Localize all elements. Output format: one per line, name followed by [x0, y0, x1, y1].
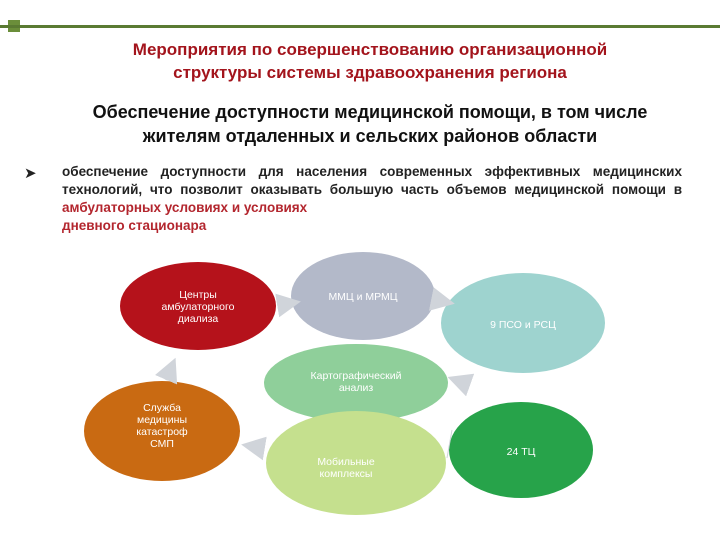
bullet-tail: дневного стационара: [62, 218, 207, 233]
bullet-lead: обеспечение доступности для населения современных эффективных медицинских технологий, что позволит оказывать большую часть объемов медицинской помощи в: [62, 164, 682, 197]
bullet-highlight: амбулаторных условиях и условиях: [62, 200, 308, 215]
slide-title: Мероприятия по совершенствованию организационной структуры системы здравоохранения региона: [132, 40, 608, 82]
node-carto-label: Картографический анализ: [310, 370, 402, 394]
bullet-arrow-icon: ➤: [24, 165, 37, 182]
node-mmc-label: ММЦ и МРМЦ: [328, 291, 398, 303]
arrow-dialysis-mmc: [280, 303, 292, 305]
arrow-mobile-disaster: [250, 446, 262, 448]
arrow-disaster-dialysis: [166, 366, 172, 380]
node-mobile-label: Мобильные комплексы: [317, 456, 375, 480]
node-tc-label: 24 ТЦ: [506, 446, 536, 458]
slide-subtitle: Обеспечение доступности медицинской помощи, в том числе жителям отдаленных и сельских районов области: [92, 102, 648, 146]
arrow-mmc-pso: [436, 300, 446, 302]
node-disaster-label: Служба медицины катастроф СМП: [136, 402, 188, 450]
arrow-pso-carto: [456, 380, 470, 385]
node-pso-label: 9 ПСО и РСЦ: [490, 319, 556, 331]
node-dialysis-label: Центры амбулаторного диализа: [161, 289, 235, 325]
